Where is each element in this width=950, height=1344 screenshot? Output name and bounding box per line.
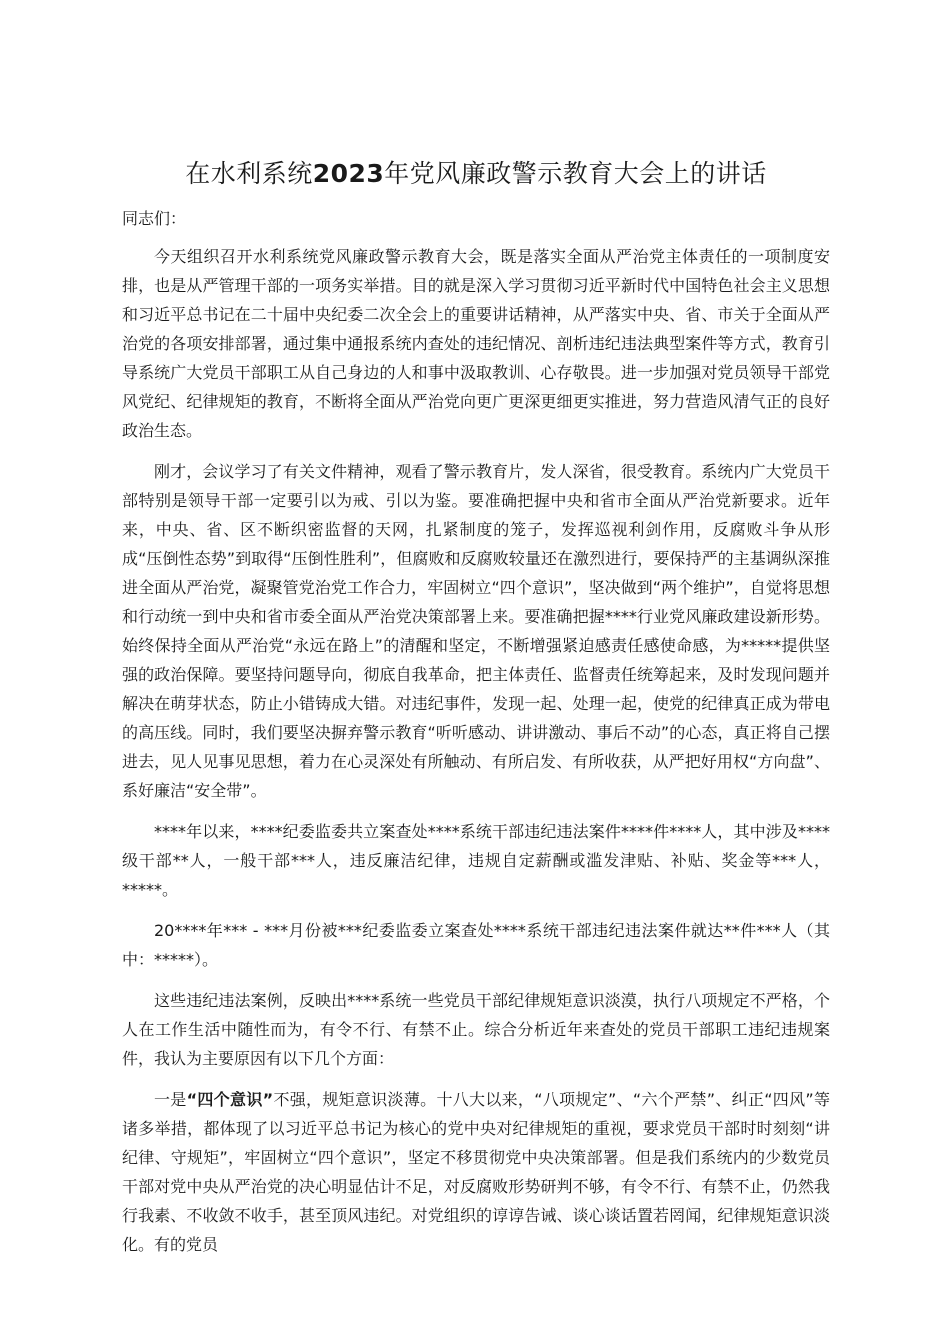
salutation: 同志们： [122, 209, 187, 228]
title-prefix: 在水利系统 [185, 159, 313, 188]
point-one-text: 不强，规矩意识淡薄。十八大以来，“八项规定”、“六个严禁”、纠正“四风”等诸多举措，都体现了以习近平总书记为核心的党中央对纪律规矩的重视，要求党员干部时时刻刻“讲纪律、守规矩”，牢固树立“四个意识”，坚定不移贯彻党中央决策部署。但是我们系统内的少数党员干部对党中央从严治党的决心明显估计不足，对反腐败形势研判不够，有令不行、有禁不止，仍然我行我素、不收敛不收手，甚至顶风违纪。对党组织的谆谆告诫、谈心谈话置若罔闻，纪律规矩意识淡化。有的党员 [122, 1090, 830, 1254]
point-one-lead: 一是 [154, 1090, 187, 1109]
page-title [122, 156, 830, 192]
paragraph-6 [122, 1085, 830, 1259]
point-one-heading: “四个意识” [186, 1090, 274, 1109]
paragraph-3: ****年以来，****纪委监委共立案查处****系统干部违纪违法案件****件****人，其中涉及****级干部**人，一般干部***人，违反廉洁纪律，违规自定薪酬或滥发津贴、补贴、奖金等***人，*****。 [122, 822, 830, 899]
document-body [122, 204, 830, 1271]
paragraph-2: 刚才，会议学习了有关文件精神，观看了警示教育片，发人深省，很受教育。系统内广大党员干部特别是领导干部一定要引以为戒、引以为鉴。要准确把握中央和省市全面从严治党新要求。近年来，中央、省、区不断织密监督的天网，扎紧制度的笼子，发挥巡视利剑作用，反腐败斗争从形成“压倒性态势”到取得“压倒性胜利”，但腐败和反腐败较量还在激烈进行，要保持严的主基调纵深推进全面从严治党，凝聚管党治党工作合力，牢固树立“四个意识”，坚决做到“两个维护”，自觉将思想和行动统一到中央和省市委全面从严治党决策部署上来。要准确把握****行业党风廉政建设新形势。始终保持全面从严治党“永远在路上”的清醒和坚定，不断增强紧迫感责任感使命感，为*****提供坚强的政治保障。要坚持问题导向，彻底自我革命，把主体责任、监督责任统筹起来，及时发现问题并解决在萌芽状态，防止小错铸成大错。对违纪事件，发现一起、处理一起，使党的纪律真正成为带电的高压线。同时，我们要坚决摒弃警示教育“听听感动、讲讲激动、事后不动”的心态，真正将自己摆进去，见人见事见思想，着力在心灵深处有所触动、有所启发、有所收获，从严把好用权“方向盘”、系好廉洁“安全带”。 [122, 462, 830, 800]
paragraph-1: 今天组织召开水利系统党风廉政警示教育大会，既是落实全面从严治党主体责任的一项制度安排，也是从严管理干部的一项务实举措。目的就是深入学习贯彻习近平新时代中国特色社会主义思想和习近平总书记在二十届中央纪委二次全会上的重要讲话精神，从严落实中央、省、市关于全面从严治党的各项安排部署，通过集中通报系统内查处的违纪情况、剖析违纪违法典型案件等方式，教育引导系统广大党员干部职工从自己身边的人和事中汲取教训、心存敬畏。进一步加强对党员领导干部党风党纪、纪律规矩的教育，不断将全面从严治党向更广更深更细更实推进，努力营造风清气正的良好政治生态。 [122, 247, 830, 440]
title-suffix: 年党风廉政警示教育大会上的讲话 [384, 159, 767, 188]
paragraph-4: 20****年*** - ***月份被***纪委监委立案查处****系统干部违纪违法案件就达**件***人（其中：*****）。 [122, 921, 830, 969]
paragraph-5: 这些违纪违法案例，反映出****系统一些党员干部纪律规矩意识淡漠，执行八项规定不严格，个人在工作生活中随性而为，有令不行、有禁不止。综合分析近年来查处的党员干部职工违纪违规案件，我认为主要原因有以下几个方面： [122, 991, 830, 1068]
title-year: 2023 [312, 159, 385, 188]
